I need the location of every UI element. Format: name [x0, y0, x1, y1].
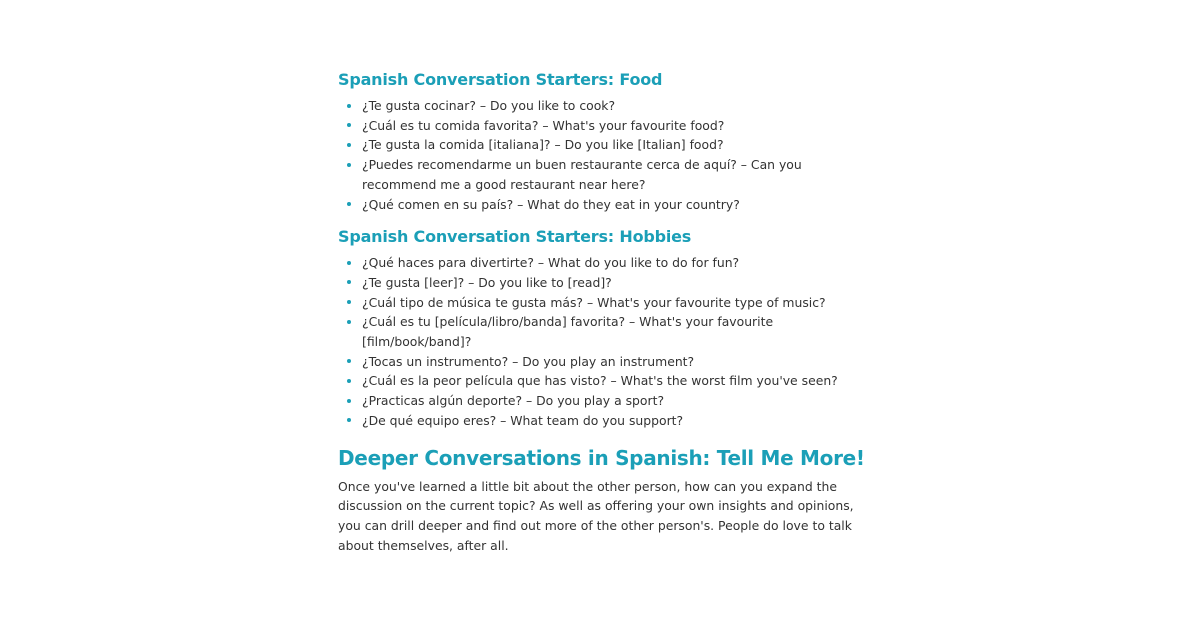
- article-content: [338, 60, 878, 555]
- bullet-icon: [347, 379, 351, 383]
- list-item-text: ¿Te gusta la comida [italiana]? – Do you like [Italian] food?: [362, 137, 724, 153]
- food-phrase-list: [338, 96, 878, 214]
- bullet-icon: [347, 143, 351, 147]
- list-item-text: ¿Qué haces para divertirte? – What do you like to do for fun?: [362, 255, 740, 271]
- bullet-icon: [347, 418, 351, 422]
- bullet-icon: [347, 320, 351, 324]
- list-item: [338, 273, 878, 293]
- list-item-text: ¿Te gusta cocinar? – Do you like to cook?: [362, 98, 616, 113]
- list-item-text: ¿De qué equipo eres? – What team do you support?: [362, 412, 684, 428]
- food-section-heading: Spanish Conversation Starters: Food: [338, 70, 663, 89]
- list-item-text: ¿Qué comen en su país? – What do they eat in your country?: [362, 196, 740, 212]
- bullet-icon: [347, 202, 351, 206]
- hobbies-section-heading: Spanish Conversation Starters: Hobbies: [338, 227, 692, 247]
- bullet-icon: [347, 359, 351, 363]
- list-item: [338, 352, 878, 372]
- list-item-text: ¿Cuál tipo de música te gusta más? – What's your favourite type of music?: [362, 294, 826, 310]
- list-item-text: ¿Cuál es tu [película/libro/banda] favorita? – What's your favourite [film/book/band]?: [362, 314, 774, 350]
- bullet-icon: [347, 280, 351, 284]
- deeper-section-heading: Deeper Conversations in Spanish: Tell Me More!: [338, 445, 865, 470]
- hobbies-phrase-list: [338, 253, 878, 430]
- bullet-icon: [347, 300, 351, 304]
- bullet-icon: [347, 104, 351, 108]
- list-item-text: ¿Practicas algún deporte? – Do you play a sport?: [362, 393, 665, 409]
- bullet-icon: [347, 399, 351, 403]
- list-item: [338, 391, 878, 411]
- list-item: [338, 371, 878, 391]
- list-item: [338, 253, 878, 273]
- list-item-text: ¿Cuál es tu comida favorita? – What's your favourite food?: [362, 117, 725, 133]
- list-item: [338, 293, 878, 313]
- deeper-paragraph: Once you've learned a little bit about the other person, how can you expand the discussion on the current topic? As well as offering your own insights and opinions, you can drill deeper and find out more of the other person's. People do love to talk about themselves, after all.: [338, 478, 854, 553]
- list-item-text: ¿Cuál es la peor película que has visto? – What's the worst film you've seen?: [362, 373, 838, 389]
- list-item: [338, 135, 878, 155]
- list-item: [338, 195, 878, 215]
- list-item: [338, 312, 878, 351]
- list-item-text: ¿Puedes recomendarme un buen restaurante cerca de aquí? – Can you recommend me a good restaurant near here?: [362, 157, 802, 192]
- list-item-text: ¿Tocas un instrumento? – Do you play an instrument?: [362, 353, 695, 369]
- list-item-text: ¿Te gusta [leer]? – Do you like to [read]?: [362, 274, 612, 290]
- bullet-icon: [347, 163, 351, 167]
- bullet-icon: [347, 261, 351, 265]
- bullet-icon: [347, 123, 351, 127]
- list-item: [338, 96, 878, 116]
- list-item: [338, 116, 878, 136]
- list-item: [338, 155, 878, 194]
- list-item: [338, 411, 878, 431]
